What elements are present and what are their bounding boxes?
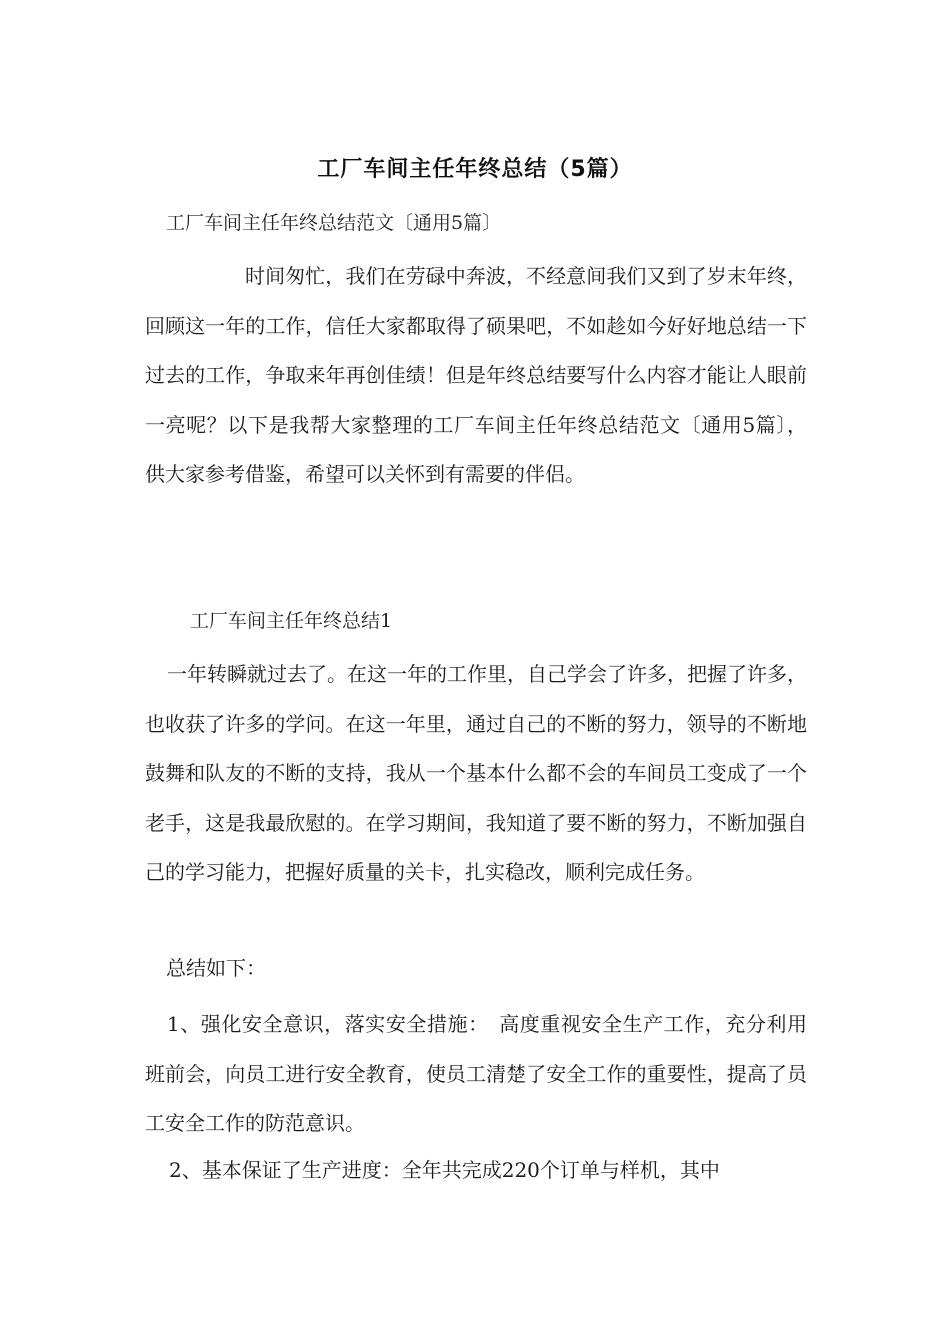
list-item: 2、基本保证了生产进度：全年共完成220个订单与样机，其中 (169, 1158, 720, 1182)
list-item: 1、强化安全意识，落实安全措施： 高度重视安全生产工作，充分利用班前会，向员工进行安全教育，使员工清楚了安全工作的重要性，提高了员工安全工作的防范意识。 (145, 1012, 807, 1135)
section-heading: 工厂车间主任年终总结1 (190, 610, 393, 632)
document-title: 工厂车间主任年终总结（5篇） (317, 157, 633, 182)
summary-label: 总结如下： (166, 956, 266, 980)
body-paragraph: 一年转瞬就过去了。在这一年的工作里，自己学会了许多，把握了许多，也收获了许多的学问。在这一年里，通过自己的不断的努力，领导的不断地鼓舞和队友的不断的支持，我从一个基本什么都不会的车间员工变成了一个老手，这是我最欣慰的。在学习期间，我知道了要不断的努力，不断加强自己的学习能力，把握好质量的关卡，扎实稳改，顺利完成任务。 (145, 662, 807, 884)
document-subtitle: 工厂车间主任年终总结范文〔通用5篇〕 (166, 212, 502, 234)
intro-paragraph: 时间匆忙，我们在劳碌中奔波，不经意间我们又到了岁末年终，回顾这一年的工作，信任大家都取得了硕果吧，不如趁如今好好地总结一下过去的工作，争取来年再创佳绩！但是年终总结要写什么内容才能让人眼前一亮呢？以下是我帮大家整理的工厂车间主任年终总结范文〔通用5篇〕，供大家参考借鉴，希望可以关怀到有需要的伴侣。 (145, 264, 807, 486)
